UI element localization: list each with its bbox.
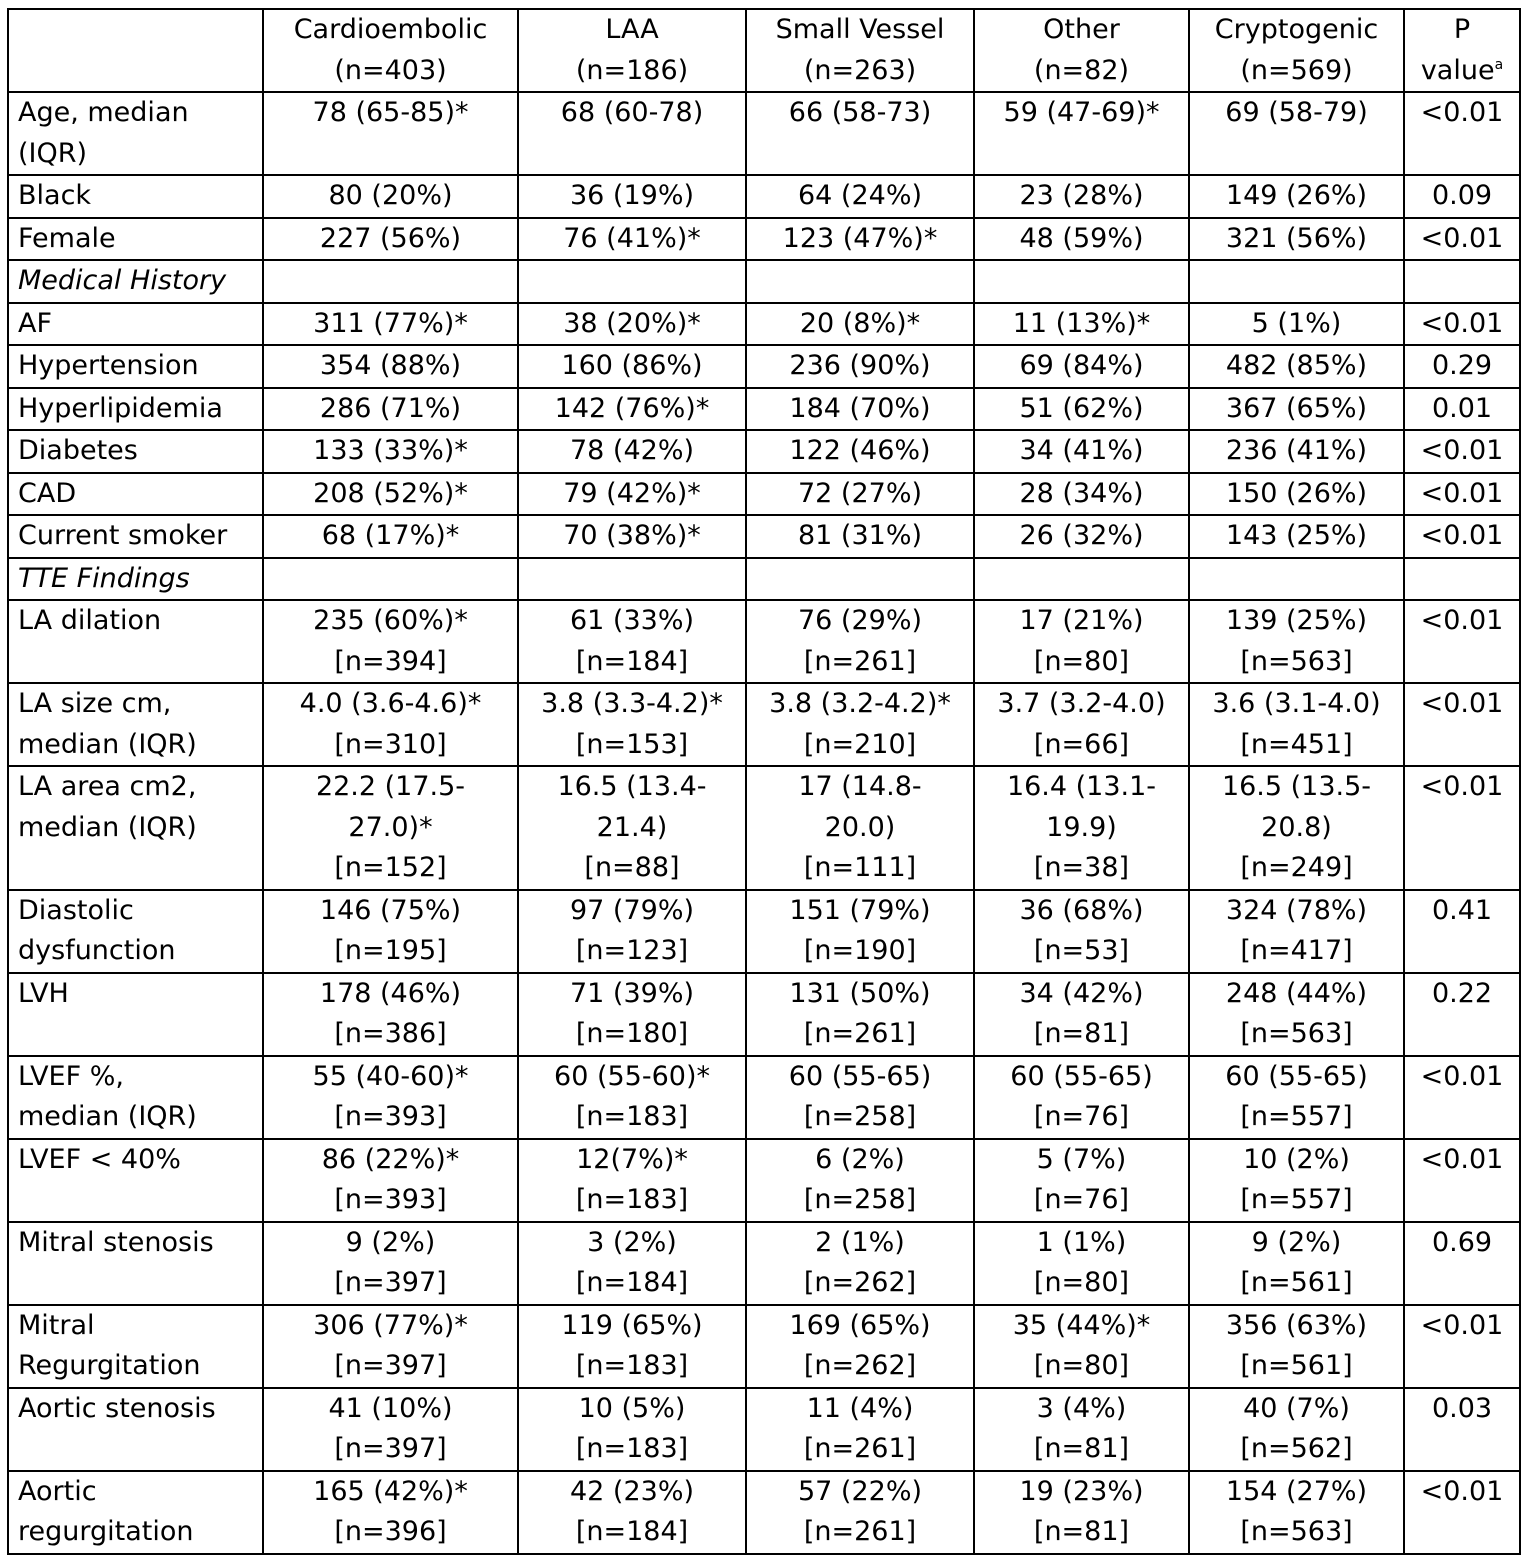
table-cell: 68 (17%)* (263, 515, 518, 558)
row-label: Hyperlipidemia (8, 388, 263, 431)
row-label: LA area cm2, median (IQR) (8, 766, 263, 890)
table-cell: 227 (56%) (263, 218, 518, 261)
table-cell: 482 (85%) (1189, 345, 1404, 388)
table-cell: 79 (42%)* (518, 473, 746, 516)
table-cell: 139 (25%) [n=563] (1189, 600, 1404, 683)
table-cell: 60 (55-65) [n=557] (1189, 1056, 1404, 1139)
row-label: LA dilation (8, 600, 263, 683)
row-label: LA size cm, median (IQR) (8, 683, 263, 766)
table-row (8, 558, 1520, 601)
table-cell (974, 260, 1189, 303)
table-cell: 36 (19%) (518, 175, 746, 218)
table-cell: 20 (8%)* (746, 303, 974, 346)
row-label: Current smoker (8, 515, 263, 558)
table-row (8, 683, 1520, 766)
header-other: Other (n=82) (974, 9, 1189, 92)
p-value-cell: <0.01 (1404, 683, 1520, 766)
table-cell: 60 (55-65) [n=258] (746, 1056, 974, 1139)
table-row (8, 260, 1520, 303)
header-small-vessel: Small Vessel (n=263) (746, 9, 974, 92)
table-cell: 165 (42%)* [n=396] (263, 1471, 518, 1554)
p-value-cell: <0.01 (1404, 92, 1520, 175)
table-cell: 208 (52%)* (263, 473, 518, 516)
table-row (8, 1471, 1520, 1554)
table-cell: 81 (31%) (746, 515, 974, 558)
table-cell: 248 (44%) [n=563] (1189, 973, 1404, 1056)
table-cell: 68 (60-78) (518, 92, 746, 175)
row-label: AF (8, 303, 263, 346)
table-cell: 178 (46%) [n=386] (263, 973, 518, 1056)
section-heading: TTE Findings (8, 558, 263, 601)
header-p-value: P value$^a$ (1404, 9, 1520, 92)
p-value-cell: 0.09 (1404, 175, 1520, 218)
table-cell: 97 (79%) [n=123] (518, 890, 746, 973)
table-cell (974, 558, 1189, 601)
table-cell: 16.4 (13.1- 19.9) [n=38] (974, 766, 1189, 890)
table-cell: 55 (40-60)* [n=393] (263, 1056, 518, 1139)
table-cell: 86 (22%)* [n=393] (263, 1139, 518, 1222)
table-cell: 3.8 (3.2-4.2)* [n=210] (746, 683, 974, 766)
table-cell: 34 (42%) [n=81] (974, 973, 1189, 1056)
table-row (8, 473, 1520, 516)
table-cell: 12(7%)* [n=183] (518, 1139, 746, 1222)
table-cell: 146 (75%) [n=195] (263, 890, 518, 973)
table-cell: 306 (77%)* [n=397] (263, 1305, 518, 1388)
table-cell: 66 (58-73) (746, 92, 974, 175)
header-row (8, 9, 1520, 92)
table-cell: 354 (88%) (263, 345, 518, 388)
p-value-cell: 0.69 (1404, 1222, 1520, 1305)
table-cell: 324 (78%) [n=417] (1189, 890, 1404, 973)
table-cell: 70 (38%)* (518, 515, 746, 558)
table-cell (263, 260, 518, 303)
table-cell: 356 (63%) [n=561] (1189, 1305, 1404, 1388)
p-value-cell: 0.22 (1404, 973, 1520, 1056)
table-cell: 48 (59%) (974, 218, 1189, 261)
p-value-cell: <0.01 (1404, 1305, 1520, 1388)
row-label: LVEF < 40% (8, 1139, 263, 1222)
p-value-cell: 0.41 (1404, 890, 1520, 973)
table-cell: 160 (86%) (518, 345, 746, 388)
table-row (8, 92, 1520, 175)
table-cell: 19 (23%) [n=81] (974, 1471, 1189, 1554)
row-label: Age, median (IQR) (8, 92, 263, 175)
table-row (8, 515, 1520, 558)
row-label: Mitral Regurgitation (8, 1305, 263, 1388)
table-cell: 151 (79%) [n=190] (746, 890, 974, 973)
table-cell: 1 (1%) [n=80] (974, 1222, 1189, 1305)
table-cell: 60 (55-60)* [n=183] (518, 1056, 746, 1139)
p-value-cell: <0.01 (1404, 218, 1520, 261)
table-cell: 311 (77%)* (263, 303, 518, 346)
table-cell: 17 (14.8- 20.0) [n=111] (746, 766, 974, 890)
row-label: LVH (8, 973, 263, 1056)
table-cell: 3.8 (3.3-4.2)* [n=153] (518, 683, 746, 766)
row-label: Mitral stenosis (8, 1222, 263, 1305)
row-label: CAD (8, 473, 263, 516)
table-cell: 76 (29%) [n=261] (746, 600, 974, 683)
table-cell (518, 558, 746, 601)
table-cell: 119 (65%) [n=183] (518, 1305, 746, 1388)
table-cell: 321 (56%) (1189, 218, 1404, 261)
table-cell: 123 (47%)* (746, 218, 974, 261)
table-cell: 57 (22%) [n=261] (746, 1471, 974, 1554)
table-cell: 6 (2%) [n=258] (746, 1139, 974, 1222)
table-cell: 5 (7%) [n=76] (974, 1139, 1189, 1222)
table-cell: 69 (58-79) (1189, 92, 1404, 175)
table-cell: 59 (47-69)* (974, 92, 1189, 175)
table-cell: 10 (5%) [n=183] (518, 1388, 746, 1471)
table-cell: 11 (4%) [n=261] (746, 1388, 974, 1471)
table-row (8, 1388, 1520, 1471)
table-cell: 9 (2%) [n=561] (1189, 1222, 1404, 1305)
table-row (8, 973, 1520, 1056)
table-cell: 3 (2%) [n=184] (518, 1222, 746, 1305)
p-value-cell: 0.29 (1404, 345, 1520, 388)
row-label: Black (8, 175, 263, 218)
table-cell: 80 (20%) (263, 175, 518, 218)
table-cell: 38 (20%)* (518, 303, 746, 346)
table-cell: 3.7 (3.2-4.0) [n=66] (974, 683, 1189, 766)
table-cell: 23 (28%) (974, 175, 1189, 218)
table-cell: 10 (2%) [n=557] (1189, 1139, 1404, 1222)
table-cell: 16.5 (13.5- 20.8) [n=249] (1189, 766, 1404, 890)
table-cell (1189, 558, 1404, 601)
p-value-cell: <0.01 (1404, 430, 1520, 473)
p-value-cell: <0.01 (1404, 515, 1520, 558)
table-cell: 4.0 (3.6-4.6)* [n=310] (263, 683, 518, 766)
table-cell: 76 (41%)* (518, 218, 746, 261)
table-row (8, 303, 1520, 346)
table-cell: 41 (10%) [n=397] (263, 1388, 518, 1471)
table-cell: 142 (76%)* (518, 388, 746, 431)
table-cell: 143 (25%) (1189, 515, 1404, 558)
footnote-marker: a (1494, 56, 1504, 73)
header-cryptogenic: Cryptogenic (n=569) (1189, 9, 1404, 92)
p-value-cell: <0.01 (1404, 600, 1520, 683)
table-row (8, 1139, 1520, 1222)
table-cell: 3 (4%) [n=81] (974, 1388, 1189, 1471)
table-cell: 36 (68%) [n=53] (974, 890, 1189, 973)
p-value-cell: <0.01 (1404, 1139, 1520, 1222)
table-row (8, 766, 1520, 890)
p-value-cell: <0.01 (1404, 766, 1520, 890)
header-corner (8, 9, 263, 92)
table-cell: 28 (34%) (974, 473, 1189, 516)
table-cell: 9 (2%) [n=397] (263, 1222, 518, 1305)
table-row (8, 345, 1520, 388)
table-cell: 16.5 (13.4- 21.4) [n=88] (518, 766, 746, 890)
table-cell: 72 (27%) (746, 473, 974, 516)
section-heading: Medical History (8, 260, 263, 303)
table-cell: 236 (90%) (746, 345, 974, 388)
table-cell: 149 (26%) (1189, 175, 1404, 218)
table-cell: 11 (13%)* (974, 303, 1189, 346)
row-label: Hypertension (8, 345, 263, 388)
table-row (8, 890, 1520, 973)
table-cell: 133 (33%)* (263, 430, 518, 473)
table-cell: 3.6 (3.1-4.0) [n=451] (1189, 683, 1404, 766)
stroke-subtype-table (7, 8, 1521, 1555)
table-cell: 2 (1%) [n=262] (746, 1222, 974, 1305)
table-cell (518, 260, 746, 303)
row-label: Diabetes (8, 430, 263, 473)
table-cell: 71 (39%) [n=180] (518, 973, 746, 1056)
table-cell: 40 (7%) [n=562] (1189, 1388, 1404, 1471)
table-row (8, 175, 1520, 218)
table-cell: 69 (84%) (974, 345, 1189, 388)
table-cell: 51 (62%) (974, 388, 1189, 431)
table-cell: 78 (65-85)* (263, 92, 518, 175)
table-cell: 235 (60%)* [n=394] (263, 600, 518, 683)
table-cell: 22.2 (17.5- 27.0)* [n=152] (263, 766, 518, 890)
row-label: Female (8, 218, 263, 261)
table-cell: 60 (55-65) [n=76] (974, 1056, 1189, 1139)
p-value-cell: 0.03 (1404, 1388, 1520, 1471)
table-cell: 35 (44%)* [n=80] (974, 1305, 1189, 1388)
table-cell: 131 (50%) [n=261] (746, 973, 974, 1056)
table-cell: 154 (27%) [n=563] (1189, 1471, 1404, 1554)
table-cell: 61 (33%) [n=184] (518, 600, 746, 683)
table-row (8, 1056, 1520, 1139)
table-cell (746, 558, 974, 601)
header-cardioembolic: Cardioembolic (n=403) (263, 9, 518, 92)
table-cell (1189, 260, 1404, 303)
p-value-cell: 0.01 (1404, 388, 1520, 431)
row-label: Aortic stenosis (8, 1388, 263, 1471)
table-row (8, 600, 1520, 683)
table-body (8, 92, 1520, 1554)
table-cell: 286 (71%) (263, 388, 518, 431)
table-row (8, 388, 1520, 431)
table-cell: 122 (46%) (746, 430, 974, 473)
table-cell: 26 (32%) (974, 515, 1189, 558)
p-value-cell: <0.01 (1404, 473, 1520, 516)
p-value-cell: <0.01 (1404, 1471, 1520, 1554)
table-cell: 184 (70%) (746, 388, 974, 431)
p-value-cell (1404, 558, 1520, 601)
table-cell (746, 260, 974, 303)
row-label: Diastolic dysfunction (8, 890, 263, 973)
table-cell: 34 (41%) (974, 430, 1189, 473)
table-cell: 367 (65%) (1189, 388, 1404, 431)
row-label: LVEF %, median (IQR) (8, 1056, 263, 1139)
table-cell: 78 (42%) (518, 430, 746, 473)
table-cell: 236 (41%) (1189, 430, 1404, 473)
table-row (8, 1222, 1520, 1305)
row-label: Aortic regurgitation (8, 1471, 263, 1554)
table-row (8, 1305, 1520, 1388)
header-laa: LAA (n=186) (518, 9, 746, 92)
table-row (8, 430, 1520, 473)
p-value-cell (1404, 260, 1520, 303)
table-cell: 150 (26%) (1189, 473, 1404, 516)
table-cell: 17 (21%) [n=80] (974, 600, 1189, 683)
table-row (8, 218, 1520, 261)
table-cell (263, 558, 518, 601)
table-cell: 64 (24%) (746, 175, 974, 218)
table-cell: 169 (65%) [n=262] (746, 1305, 974, 1388)
p-value-cell: <0.01 (1404, 303, 1520, 346)
table-cell: 42 (23%) [n=184] (518, 1471, 746, 1554)
p-value-cell: <0.01 (1404, 1056, 1520, 1139)
table-cell: 5 (1%) (1189, 303, 1404, 346)
